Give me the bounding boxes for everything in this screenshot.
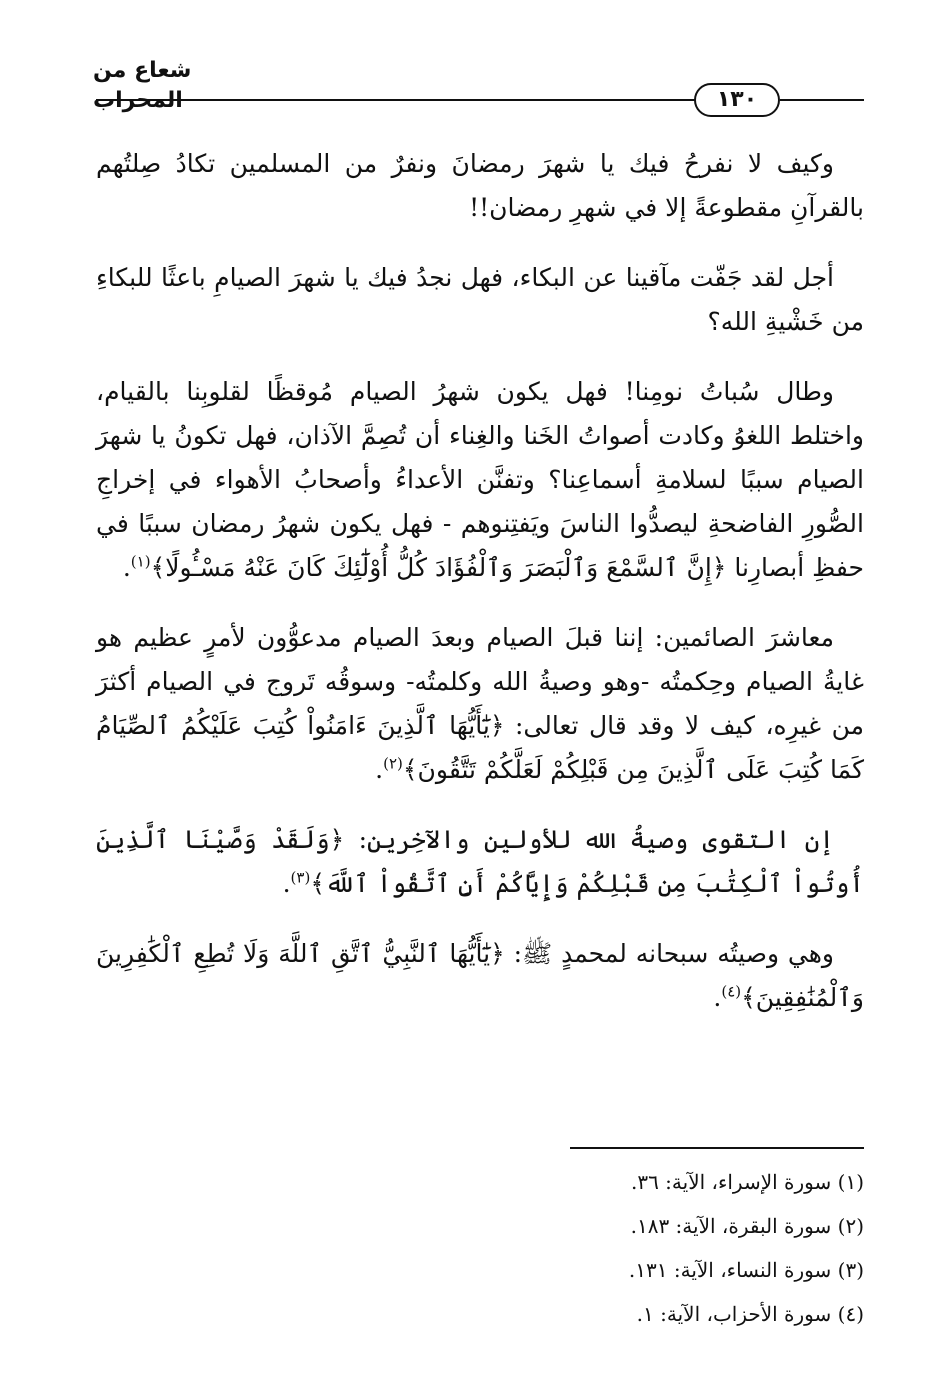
footnote: (١) سورة الإسراء، الآية: ٣٦. xyxy=(630,1170,864,1194)
page-number: ١٣٠ xyxy=(694,83,780,117)
footnote-ref: (١) xyxy=(130,552,151,571)
footnote: (٢) سورة البقرة، الآية: ١٨٣. xyxy=(630,1214,864,1238)
paragraph: وهي وصيتُه سبحانه لمحمدٍ ﷺ: ﴿يَٰٓأَيُّهَا ٱلنَّبِيُّ ٱتَّقِ ٱللَّهَ وَلَا تُطِعِ ٱلْكَٰفِرِينَ وَٱلْمُنَٰفِقِينَ﴾$^{(٤)}$. xyxy=(96,939,864,1012)
footnote-separator xyxy=(570,1147,864,1149)
footnote: (٣) سورة النساء، الآية: ١٣١. xyxy=(628,1258,864,1282)
running-header-title: شعاع من المحراب xyxy=(93,58,192,113)
paragraph: وكيف لا نفرحُ فيك يا شهرَ رمضانَ ونفرٌ من المسلمين تكادُ صِلتُهم بالقرآنِ مقطوعةً إلا في شهرِ رمضان!! xyxy=(96,149,864,222)
footnotes xyxy=(560,1160,864,1336)
header-rule xyxy=(780,99,864,101)
paragraph: وطال سُباتُ نومِنا! فهل يكون شهرُ الصيام مُوقظًا لقلوبِنا بالقيام، واختلط اللغوُ وكادت أصواتُ الخَنا والغِناء أن تُصِمَّ الآذان، فهل تكونُ يا شهرَ الصيام سببًا لسلامةِ أسماعِنا؟ وتفنَّن الأعداءُ وأصحابُ الأهواء في إخراجِ الصُّورِ الفاضحةِ ليصدُّوا الناسَ ويَفتِنوهم - فهل يكون شهرُ رمضان سببًا في حفظِ أبصارِنا ﴿إِنَّ ٱلسَّمْعَ وَٱلْبَصَرَ وَٱلْفُؤَادَ كُلُّ أُوْلَٰٓئِكَ كَانَ عَنْهُ مَسْـُٔولًا﴾$^{(١)}$. xyxy=(96,377,864,582)
paragraph: معاشرَ الصائمين: إننا قبلَ الصيام وبعدَ الصيام مدعوُّون لأمرٍ عظيم هو غايةُ الصيام وحِكمتُه -وهو وصيةُ الله وكلمتُه- وسوقُه تَروج في الصيام أكثرَ من غيرِه، كيف لا وقد قال تعالى: ﴿يَٰٓأَيُّهَا ٱلَّذِينَ ءَامَنُواْ كُتِبَ عَلَيْكُمُ ٱلصِّيَامُ كَمَا كُتِبَ عَلَى ٱلَّذِينَ مِن قَبْلِكُمْ لَعَلَّكُمْ تَتَّقُونَ﴾$^{(٢)}$. xyxy=(96,623,864,784)
footnote-ref: (٣) xyxy=(290,868,311,887)
body-text xyxy=(96,142,864,1020)
header-rule xyxy=(96,99,696,101)
footnote-ref: (٢) xyxy=(383,754,403,773)
footnote-ref: (٤) xyxy=(721,982,742,1001)
paragraph: أجل لقد جَفّت مآقينا عن البكاء، فهل نجدُ فيك يا شهرَ الصيامِ باعثًا للبكاءِ من خَشْيةِ الله؟ xyxy=(96,263,864,336)
footnote: (٤) سورة الأحزاب، الآية: ١. xyxy=(636,1302,864,1326)
paragraph: إن التقوى وصيةُ الله للأولين والآخِرين: ﴿وَلَقَدْ وَصَّيْنَا ٱلَّذِينَ أُوتُواْ ٱلْكِتَٰبَ مِن قَبْلِكُمْ وَإِيَّاكُمْ أَنِ ٱتَّقُواْ ٱللَّهَ﴾$^{(٣)}$. xyxy=(96,825,864,898)
